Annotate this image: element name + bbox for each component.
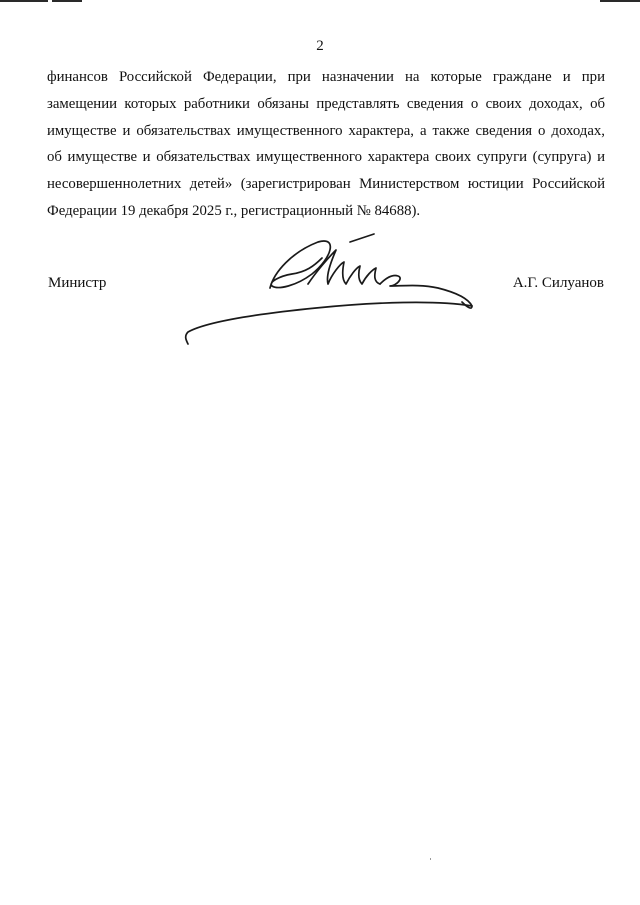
body-line: об имуществе и обязательствах имущественного характера своих супруги (супруга) и: [47, 149, 605, 166]
body-line: Федерации 19 декабря 2025 г., регистрационный № 84688).: [47, 202, 421, 219]
scan-top-edge: [0, 0, 640, 3]
body-line: замещении которых работники обязаны представлять сведения о своих доходах, об: [47, 95, 605, 112]
body-line: несовершеннолетних детей» (зарегистрирован Министерством юстиции Российской: [47, 176, 605, 193]
body-line: имуществе и обязательствах имущественного характера, а также сведения о доходах,: [47, 122, 605, 139]
signer-name: А.Г. Силуанов: [512, 275, 604, 291]
signer-position: Министр: [48, 275, 107, 291]
document-body: [47, 64, 605, 225]
scan-speck: [430, 858, 431, 860]
body-line: финансов Российской Федерации, при назначении на которые граждане и при: [47, 69, 605, 85]
page-number: 2: [316, 38, 324, 54]
signature-icon: [176, 228, 486, 348]
